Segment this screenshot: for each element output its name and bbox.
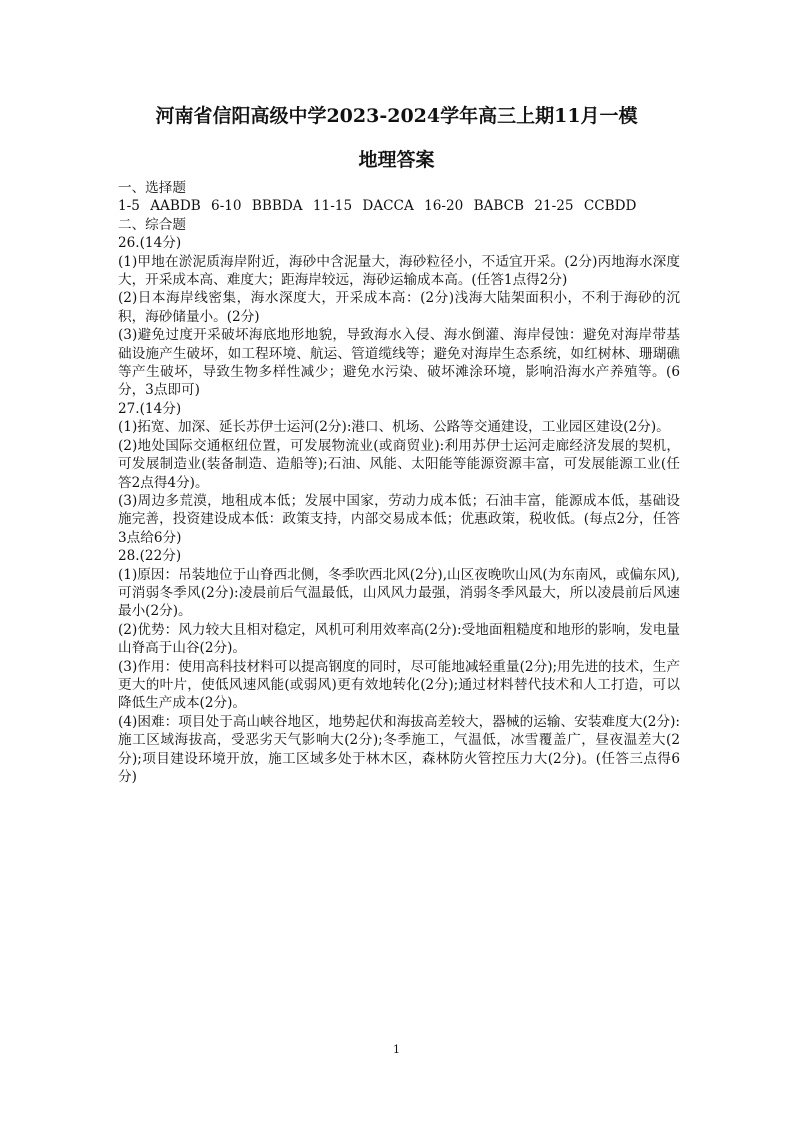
question-28-part-3: (3)作用：使用高科技材料可以提高钢度的同时，尽可能地减轻重量(2分);用先进的技术，生产更大的叶片，使低风速风能(或弱风)更有效地转化(2分);通过材料替代技术和人工打造，可以降低生产成本(2分)。 [118, 658, 680, 712]
question-28-part-2: (2)优势：风力较大且相对稳定，风机可利用效率高(2分):受地面粗糙度和地形的影响，发电量山脊高于山谷(2分)。 [118, 621, 680, 657]
question-27-part-1: (1)拓宽、加深、延长苏伊士运河(2分):港口、机场、公路等交通建设，工业园区建设(2分)。 [118, 419, 670, 436]
section-comprehensive-heading: 二、综合题 [118, 216, 186, 233]
question-27-part-3: (3)周边多荒漠，地租成本低；发展中国家，劳动力成本低；石油丰富，能源成本低，基础设施完善，投资建设成本低：政策支持，内部交易成本低；优惠政策，税收低。(每点2分，任答3点给6分) [118, 492, 680, 546]
page-number: 1 [393, 1043, 400, 1056]
document-title: 河南省信阳高级中学2023-2024学年高三上期11月一模 [155, 105, 638, 127]
question-27-header: 27.(14分) [118, 400, 182, 417]
answer-content [118, 179, 680, 786]
question-26-part-1: (1)甲地在淤泥质海岸附近，海砂中含泥量大，海砂粒径小，不适宜开采。(2分)丙地海水深度大，开采成本高、难度大；距海岸较远，海砂运输成本高。(任答1点得2分) [118, 253, 680, 289]
question-26-part-3: (3)避免过度开采破坏海底地形地貌，导致海水入侵、海水倒灌、海岸侵蚀：避免对海岸带基础设施产生破坏，如工程环境、航运、管道缆线等；避免对海岸生态系统，如红树林、珊瑚礁等产生破坏，导致生物多样性减少；避免水污染、破坏滩涂环境，影响沿海水产养殖等。(6分，3点即可) [118, 327, 680, 399]
choice-answers: 1-5 AABDB 6-10 BBBDA 11-15 DACCA 16-20 BABCB 21-25 CCBDD [118, 198, 637, 215]
question-27-part-2: (2)地处国际交通枢纽位置，可发展物流业(或商贸业):利用苏伊士运河走廊经济发展的契机，可发展制造业(装备制造、造船等);石油、风能、太阳能等能源资源丰富，可发展能源工业(任答2点得4分)。 [118, 437, 680, 491]
question-28-part-4: (4)困难：项目处于高山峡谷地区，地势起伏和海拔高差较大，器械的运输、安装难度大(2分):施工区域海拔高，受恶劣天气影响大(2分);冬季施工，气温低，冰雪覆盖广，昼夜温差大(2分);项目建设环境开放，施工区域多处于林木区，森林防火管控压力大(2分)。(任答三点得6分) [118, 713, 680, 785]
question-26-header: 26.(14分) [118, 235, 182, 252]
question-28-part-1: (1)原因：吊装地位于山脊西北侧，冬季吹西北风(2分),山区夜晚吹山风(为东南风，或偏东风),可消弱冬季风(2分):凌晨前后气温最低，山风风力最强，消弱冬季风最大，所以凌晨前后风速最小(2分)。 [118, 566, 680, 620]
question-26-part-2: (2)日本海岸线密集，海水深度大，开采成本高：(2分)浅海大陆架面积小，不利于海砂的沉积，海砂储量小。(2分) [118, 290, 680, 325]
document-subtitle: 地理答案 [358, 149, 435, 171]
section-choice-heading: 一、选择题 [118, 180, 186, 196]
question-28-header: 28.(22分) [118, 548, 182, 565]
